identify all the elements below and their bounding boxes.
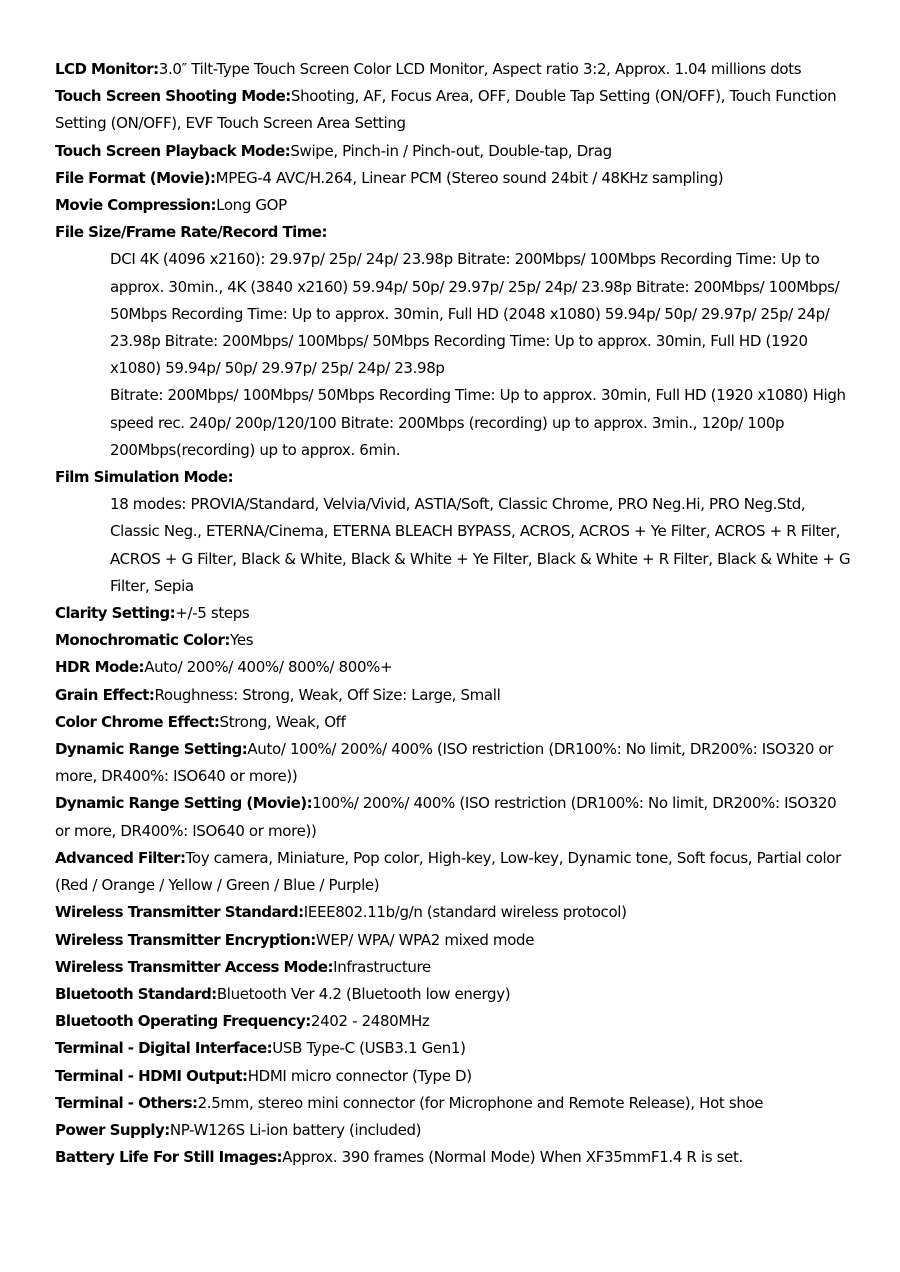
spec-color-chrome-effect (55, 709, 855, 736)
spec-label: Terminal - HDMI Output (55, 1066, 243, 1085)
spec-separator: : (224, 631, 231, 650)
spec-label: Clarity Setting (55, 604, 170, 623)
spec-separator: : (138, 658, 145, 677)
spec-label: Advanced Filter (55, 848, 180, 867)
spec-separator: : (169, 604, 176, 623)
spec-separator: : (164, 1120, 170, 1139)
spec-label: Touch Screen Playback Mode (55, 141, 285, 160)
spec-wireless-access-mode (55, 954, 855, 981)
spec-advanced-filter (55, 845, 855, 899)
spec-separator: : (241, 740, 248, 759)
spec-value: 100%/ 200%/ 400% (ISO restriction (DR100%: No limit, DR200%: ISO320 or more, DR400%: ISO640 or more)) (55, 794, 837, 840)
spec-touch-screen-shooting-mode (55, 83, 855, 137)
film-simulation-paragraph: 18 modes: PROVIA/Standard, Velvia/Vivid, ASTIA/Soft, Classic Chrome, PRO Neg.Hi, PRO Neg.Std, Classic Neg., ETERNA/Cinema, ETERNA BLEACH BYPASS, ACROS, ACROS + Ye Filter, ACROS + R Filter, ACROS + G Filter, Black & White, Black & White + Ye Filter, Black & White + R Filter, Black & White + G Filter, Sepia (110, 495, 851, 595)
spec-label: Terminal - Others (55, 1093, 192, 1112)
spec-value: Auto/ 100%/ 200%/ 400% (ISO restriction (DR100%: No limit, DR200%: ISO320 or more, DR400%: ISO640 or more)) (55, 740, 834, 786)
spec-value: +/-5 steps (175, 604, 250, 623)
spec-separator: : (321, 223, 328, 242)
file-size-details (55, 246, 855, 464)
spec-value: Infrastructure (333, 957, 431, 976)
spec-value: 3.0″ Tilt-Type Touch Screen Color LCD Monitor, Aspect ratio 3:2, Approx. 1.04 millions dots (158, 60, 802, 78)
spec-sheet (55, 56, 855, 1171)
spec-value: USB Type-C (USB3.1 Gen1) (272, 1039, 466, 1058)
spec-wireless-encryption (55, 927, 855, 954)
spec-separator: : (298, 903, 304, 922)
spec-separator: : (191, 1093, 198, 1112)
spec-separator: : (285, 87, 291, 106)
spec-dynamic-range-setting (55, 736, 855, 790)
spec-separator: : (284, 141, 291, 160)
spec-separator: : (306, 794, 313, 813)
spec-label: Monochromatic Color (55, 631, 225, 650)
spec-label: File Size/Frame Rate/Record Time (55, 223, 322, 242)
spec-value: IEEE802.11b/g/n (standard wireless protocol) (303, 903, 627, 922)
spec-label: Movie Compression (55, 196, 211, 215)
film-simulation-details (55, 491, 855, 600)
spec-separator: : (242, 1066, 248, 1085)
spec-label: File Format (Movie) (55, 168, 210, 187)
spec-clarity-setting (55, 600, 855, 627)
spec-label: Bluetooth Standard (55, 984, 212, 1003)
spec-value: Bluetooth Ver 4.2 (Bluetooth low energy) (216, 984, 511, 1003)
spec-value: Long GOP (216, 196, 287, 215)
spec-label: Terminal - Digital Interface (55, 1039, 267, 1058)
spec-label: Grain Effect (55, 685, 149, 704)
spec-value: Approx. 390 frames (Normal Mode) When XF35mmF1.4 R is set. (282, 1148, 743, 1167)
spec-label: Wireless Transmitter Encryption (55, 930, 311, 949)
spec-separator: : (210, 168, 216, 187)
file-size-paragraph: DCI 4K (4096 x2160): 29.97p/ 25p/ 24p/ 23.98p Bitrate: 200Mbps/ 100Mbps Recording Time: Up to approx. 30min., 4K (3840 x2160) 59.94p/ 50p/ 29.97p/ 25p/ 24p/ 23.98p Bitrate: 200Mbps/ 100Mbps/ 50Mbps Recording Time: Up to approx. 30min, Full HD (2048 x1080) 59.94p/ 50p/ 29.97p/ 25p/ 24p/ 23.98p Bitrate: 200Mbps/ 100Mbps/ 50Mbps Recording Time: Up to approx. 30min, Full HD (1920 x1080) 59.94p/ 50p/ 29.97p/ 25p/ 24p/ 23.98p (110, 250, 840, 378)
spec-label: Touch Screen Shooting Mode (55, 87, 286, 106)
spec-value: Yes (230, 631, 254, 650)
spec-file-size-frame-rate (55, 219, 855, 246)
spec-value: MPEG-4 AVC/H.264, Linear PCM (Stereo sound 24bit / 48KHz sampling) (215, 168, 724, 187)
spec-value: Auto/ 200%/ 400%/ 800%/ 800%+ (144, 658, 393, 677)
spec-value: NP-W126S Li-ion battery (included) (169, 1120, 422, 1139)
spec-value: Roughness: Strong, Weak, Off Size: Large, Small (154, 685, 501, 704)
spec-separator: : (213, 712, 220, 731)
spec-separator: : (276, 1148, 283, 1167)
spec-terminal-others (55, 1090, 855, 1117)
spec-hdr-mode (55, 654, 855, 681)
spec-separator: : (211, 984, 217, 1003)
spec-lcd-monitor (55, 56, 855, 83)
spec-bluetooth-frequency (55, 1008, 855, 1035)
spec-label: Wireless Transmitter Standard (55, 903, 299, 922)
spec-label: Wireless Transmitter Access Mode (55, 957, 328, 976)
spec-label: LCD Monitor (55, 60, 154, 78)
spec-label: Dynamic Range Setting (Movie) (55, 794, 307, 813)
spec-file-format-movie (55, 165, 855, 192)
spec-value: Strong, Weak, Off (219, 712, 346, 731)
spec-terminal-digital-interface (55, 1035, 855, 1062)
spec-label: HDR Mode (55, 658, 139, 677)
spec-label: Dynamic Range Setting (55, 740, 242, 759)
spec-label: Film Simulation Mode (55, 468, 228, 487)
spec-separator: : (266, 1039, 273, 1058)
spec-separator: : (179, 848, 186, 867)
spec-value: Toy camera, Miniature, Pop color, High-key, Low-key, Dynamic tone, Soft focus, Partial color (Red / Orange / Yellow / Green / Blue / Purple) (55, 848, 841, 895)
spec-label: Bluetooth Operating Frequency (55, 1012, 306, 1031)
spec-separator: : (148, 685, 155, 704)
spec-grain-effect (55, 682, 855, 709)
spec-value: 2402 - 2480MHz (310, 1012, 430, 1031)
spec-value: WEP/ WPA/ WPA2 mixed mode (315, 930, 535, 949)
spec-value: 2.5mm, stereo mini connector (for Microphone and Remote Release), Hot shoe (197, 1093, 764, 1112)
spec-label: Color Chrome Effect (55, 712, 214, 731)
spec-separator: : (327, 957, 334, 976)
spec-value: HDMI micro connector (Type D) (247, 1066, 472, 1085)
spec-separator: : (210, 196, 217, 215)
spec-separator: : (305, 1012, 311, 1031)
spec-separator: : (310, 930, 316, 949)
spec-label: Power Supply (55, 1120, 165, 1139)
file-size-paragraph: Bitrate: 200Mbps/ 100Mbps/ 50Mbps Recording Time: Up to approx. 30min, Full HD (1920 x1080) High speed rec. 240p/ 200p/120/100 Bitrate: 200Mbps (recording) up to approx. 3min., 120p/ 100p 200Mbps(recording) up to approx. 6min. (110, 386, 846, 459)
spec-power-supply (55, 1117, 855, 1144)
spec-bluetooth-standard (55, 981, 855, 1008)
spec-dynamic-range-setting-movie (55, 790, 855, 844)
spec-wireless-standard (55, 899, 855, 926)
spec-movie-compression (55, 192, 855, 219)
spec-value: Shooting, AF, Focus Area, OFF, Double Tap Setting (ON/OFF), Touch Function Setting (ON/OFF), EVF Touch Screen Area Setting (55, 87, 837, 133)
spec-terminal-hdmi-output (55, 1063, 855, 1090)
spec-separator: : (153, 60, 159, 78)
spec-value: Swipe, Pinch-in / Pinch-out, Double-tap, Drag (290, 141, 612, 160)
spec-touch-screen-playback-mode (55, 138, 855, 165)
spec-label: Battery Life For Still Images (55, 1148, 277, 1167)
spec-film-simulation-mode (55, 464, 855, 491)
spec-battery-life (55, 1144, 855, 1171)
spec-separator: : (227, 468, 234, 487)
spec-monochromatic-color (55, 627, 855, 654)
